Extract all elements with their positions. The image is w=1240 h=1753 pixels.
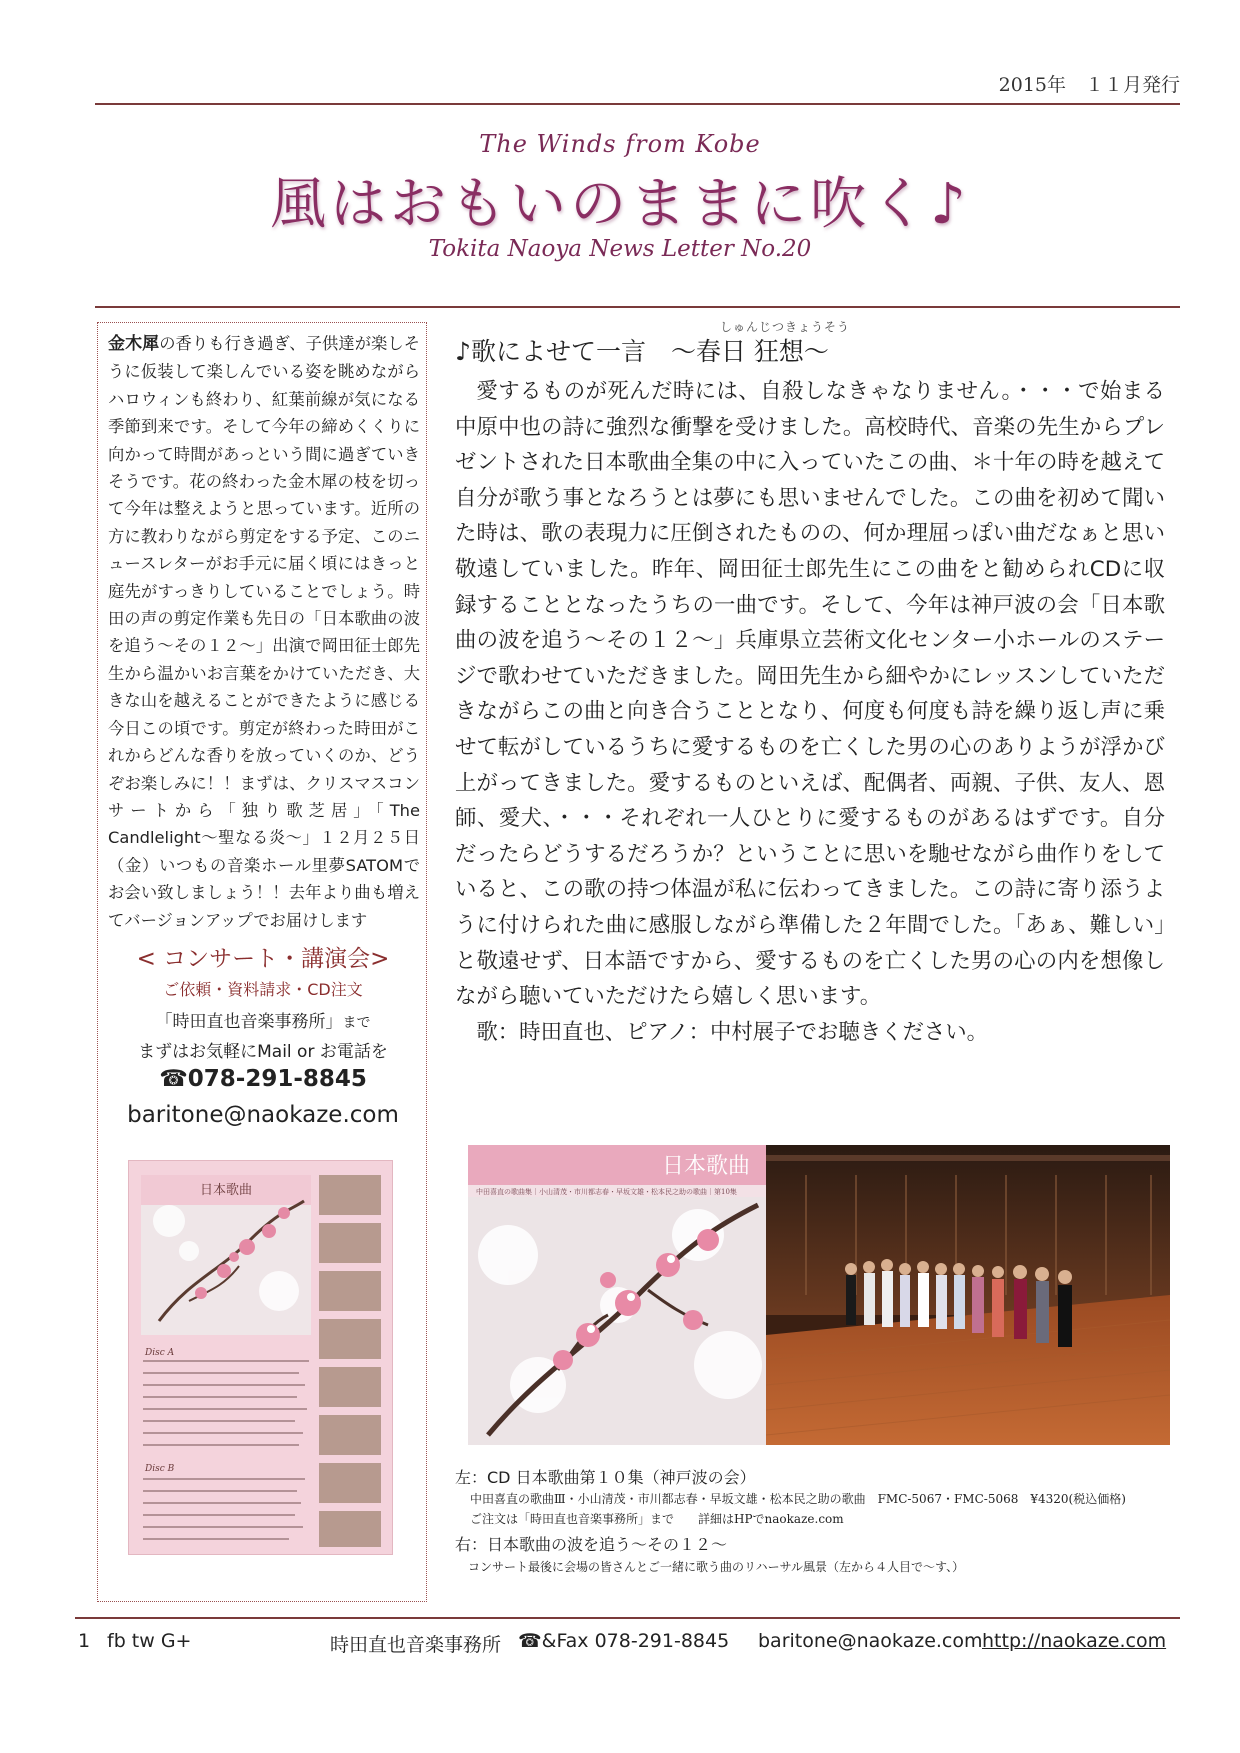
- contact-title: < コンサート・講演会>: [136, 946, 390, 972]
- contact-line-request: ご依頼・資料請求・CD注文: [163, 980, 363, 999]
- masthead-subtitle: Tokita Naoya News Letter No.20: [428, 236, 812, 262]
- title-ruby: しゅんじつきょうそう: [720, 320, 851, 334]
- footer-website-link[interactable]: http://naokaze.com: [982, 1630, 1167, 1652]
- header-bottom-rule: [95, 306, 1180, 308]
- contact-phone[interactable]: ☎078-291-8845: [159, 1066, 367, 1092]
- caption-left-detail: 中田喜直の歌曲Ⅲ・小山清茂・市川都志春・早坂文雄・松本民之助の歌曲 FMC-5067・FMC-5068 ¥4320(税込価格): [470, 1492, 1126, 1506]
- cd-cover-subtitle: 中田喜直の歌曲集｜小山清茂・市川都志春・早坂文雄・松本民之助の歌曲｜第10集: [476, 1188, 737, 1196]
- cd-cover-image: [468, 1145, 766, 1445]
- header-top-rule: [95, 103, 1180, 105]
- left-column-body: の香りも行き過ぎ、子供達が楽しそうに仮装して楽しんでいる姿を眺めながらハロウィンも終わり、紅葉前線が気になる季節到来です。そして今年の締めくくりに向かって時間があっという間に過ぎていきそうです。花の終わった金木犀の枝を切って今年は整えようと思っています。近所の方に教わりながら剪定をする予定、このニュースレターがお手元に届く頃にはきっと庭先がすっきりしていることでしょう。時田の声の剪定作業も先日の「日本歌曲の波を追う〜その１２〜」出演で岡田征士郎先生から温かいお言葉をかけていただき、大きな山を越えることができたように感じる今日この頃です。剪定が終わった時田がこれからどんな香りを放っていくのか、どうぞお楽しみに！！まずは、クリスマスコンサートから「独り歌芝居」「The Candlelight〜聖なる炎〜」１２月２５日（金）いつもの音楽ホール里夢SATOMでお会い致しましょう！！去年より曲も増えてバージョンアップでお届けします: [108, 334, 421, 930]
- contact-office-name: 「時田直也音楽事務所」: [155, 1012, 343, 1032]
- issue-date: 2015年 １１月発行: [998, 74, 1180, 96]
- cd-booklet-illustration: [129, 1161, 393, 1555]
- footer-page-number: 1: [78, 1630, 91, 1652]
- contact-office-suffix: まで: [342, 1015, 371, 1031]
- article-paragraph: 歌：時田直也、ピアノ：中村展子でお聴きください。: [476, 1019, 989, 1045]
- caption-right-title: 右：日本歌曲の波を追う〜その１２〜: [455, 1535, 728, 1554]
- footer-rule: [75, 1617, 1180, 1619]
- concert-stage-photo: [766, 1145, 1170, 1445]
- masthead-title: 風はおもいのままに吹く♪: [270, 172, 970, 237]
- lead-word: 金木犀: [108, 334, 160, 354]
- booklet-disc-b: Disc B: [145, 1464, 175, 1474]
- caption-left-title: 左：CD 日本歌曲第１０集（神戸波の会）: [455, 1468, 756, 1487]
- masthead-english-title: The Winds from Kobe: [479, 130, 761, 158]
- contact-line-invite: まずはお気軽にMail or お電話を: [138, 1042, 388, 1062]
- footer-office-name: 時田直也音楽事務所: [330, 1634, 502, 1656]
- article-body: [455, 374, 1165, 1050]
- cd-cover-title: 日本歌曲: [661, 1154, 750, 1179]
- cd-cover-illustration: [468, 1145, 766, 1445]
- footer-email[interactable]: baritone@naokaze.com: [758, 1630, 983, 1652]
- booklet-disc-a: Disc A: [145, 1348, 175, 1358]
- article-title: ♪歌によせて一言 〜春日 狂想〜: [455, 337, 829, 366]
- footer-phone-fax[interactable]: ☎&Fax 078-291-8845: [518, 1630, 730, 1652]
- booklet-title: 日本歌曲: [199, 1183, 253, 1198]
- caption-left-order: ご注文は「時田直也音楽事務所」まで 詳細はHPでnaokaze.com: [470, 1512, 844, 1526]
- footer-social-links[interactable]: fb tw G+: [107, 1630, 192, 1652]
- contact-line-office: [100, 1007, 426, 1032]
- contact-email[interactable]: baritone@naokaze.com: [127, 1102, 399, 1128]
- stage-illustration: [766, 1145, 1170, 1445]
- left-column-text: [108, 330, 420, 934]
- article-paragraph: 愛するものが死んだ時には、自殺しなきゃなりません。・・・で始まる中原中也の詩に強烈な衝撃を受けました。高校時代、音楽の先生からプレゼントされた日本歌曲全集の中に入っていたこの曲、＊十年の時を越えて自分が歌う事となろうとは夢にも思いませんでした。この曲を初めて聞いた時は、歌の表現力に圧倒されたものの、何か理屈っぽい曲だなぁと思い敬遠していました。昨年、岡田征士郎先生にこの曲をと勧められCDに収録することとなったうちの一曲です。そして、今年は神戸波の会「日本歌曲の波を追う〜その１２〜」兵庫県立芸術文化センター小ホールのステージで歌わせていただきました。岡田先生から細やかにレッスンしていただきながらこの曲と向き合うこととなり、何度も何度も詩を繰り返し声に乗せて転がしているうちに愛するものを亡くした男の心のありようが浮かび上がってきました。愛するものといえば、配偶者、両親、子供、友人、恩師、愛犬、・・・それぞれ一人ひとりに愛するものがあるはずです。自分だったらどうするだろうか？ということに思いを馳せながら曲作りをしていると、この歌の持つ体温が私に伝わってきました。この詩に寄り添うように付けられた曲に感服しながら準備した２年間でした。「あぁ、難しい」と敬遠せず、日本語ですから、愛するものを亡くした男の心の内を想像しながら聴いていただけたら嬉しく思います。: [455, 379, 1165, 1010]
- caption-right-detail: コンサート最後に会場の皆さんとご一緒に歌う曲のリハーサル風景（左から４人目で〜す、）: [468, 1560, 965, 1574]
- cd-booklet-image: [128, 1160, 393, 1555]
